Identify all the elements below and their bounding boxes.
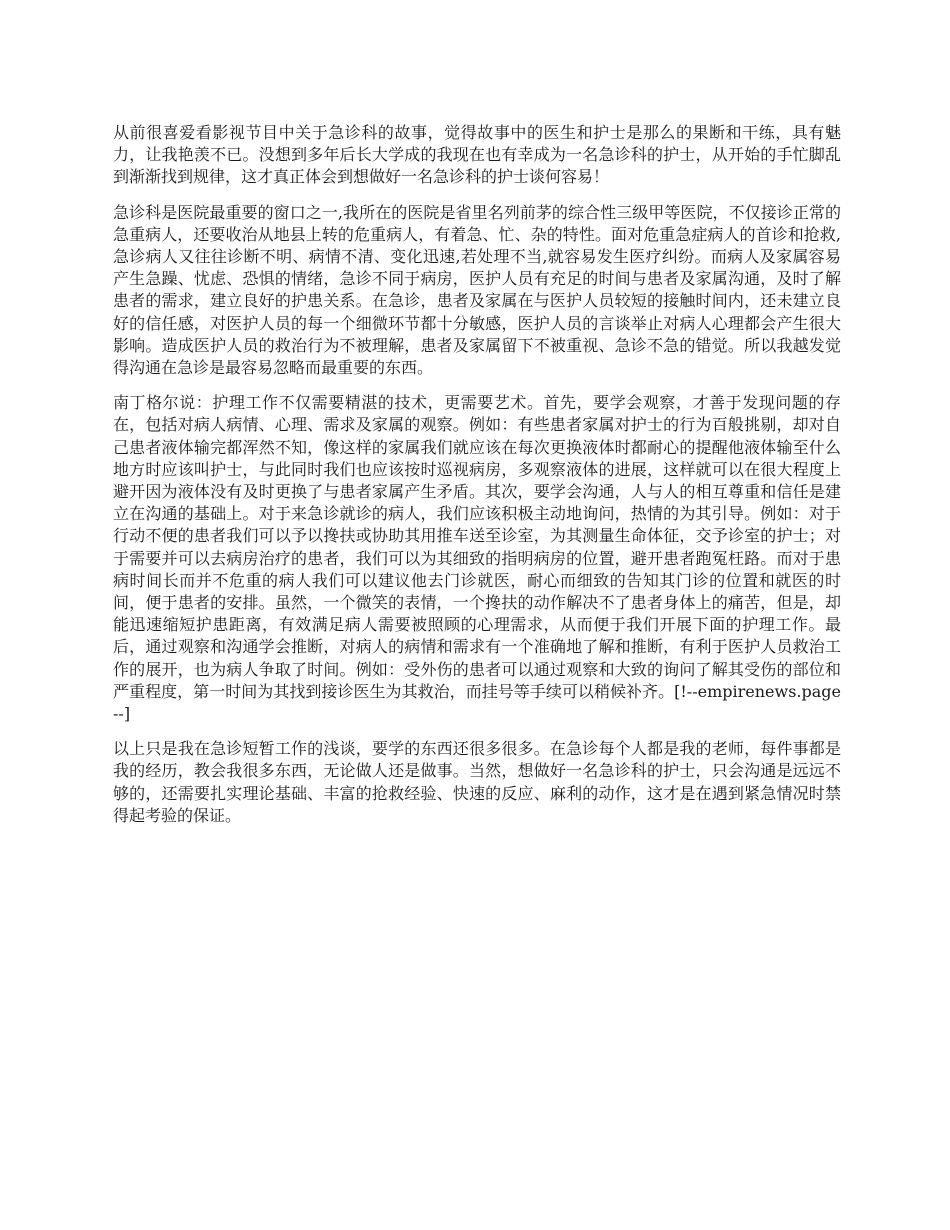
paragraph-nightingale: 南丁格尔说：护理工作不仅需要精湛的技术，更需要艺术。首先，要学会观察，才善于发现问题的存在，包括对病人病情、心理、需求及家属的观察。例如：有些患者家属对护士的行为百般挑剔，却对自己患者液体输完都浑然不知，像这样的家属我们就应该在每次更换液体时都耐心的提醒他液体输至什么地方时应该叫护士，与此同时我们也应该按时巡视病房，多观察液体的进展，这样就可以在很大程度上避开因为液体没有及时更换了与患者家属产生矛盾。其次，要学会沟通，人与人的相互尊重和信任是建立在沟通的基础上。对于来急诊就诊的病人，我们应该积极主动地询问，热情的为其引导。例如：对于行动不便的患者我们可以予以搀扶或协助其用推车送至诊室，为其测量生命体征，交予诊室的护士；对于需要并可以去病房治疗的患者，我们可以为其细致的指明病房的位置，避开患者跑冤枉路。而对于患病时间长而并不危重的病人我们可以建议他去门诊就医，耐心而细致的告知其门诊的位置和就医的时间，便于患者的安排。虽然，一个微笑的表情，一个搀扶的动作解决不了患者身体上的痛苦，但是，却能迅速缩短护患距离，有效满足病人需要被照顾的心理需求，从而便于我们开展下面的护理工作。最后，通过观察和沟通学会推断，对病人的病情和需求有一个准确地了解和推断，有利于医护人员救治工作的展开，也为病人争取了时间。例如：受外伤的患者可以通过观察和大致的询问了解其受伤的部位和严重程度，第一时间为其找到接诊医生为其救治，而挂号等手续可以稍候补齐。[!--empirenews.page--]: [113, 393, 841, 724]
paragraph-emergency-department: 急诊科是医院最重要的窗口之一,我所在的医院是省里名列前茅的综合性三级甲等医院，不仅接诊正常的急重病人，还要收治从地县上转的危重病人，有着急、忙、杂的特性。面对危重急症病人的首诊和抢救,急诊病人又往往诊断不明、病情不清、变化迅速,若处理不当,就容易发生医疗纠纷。而病人及家属容易产生急躁、忧虑、恐惧的情绪，急诊不同于病房，医护人员有充足的时间与患者及家属沟通，及时了解患者的需求，建立良好的护患关系。在急诊，患者及家属在与医护人员较短的接触时间内，还未建立良好的信任感，对医护人员的每一个细微环节都十分敏感，医护人员的言谈举止对病人心理都会产生很大影响。造成医护人员的救治行为不被理解，患者及家属留下不被重视、急诊不急的错觉。所以我越发觉得沟通在急诊是最容易忽略而最重要的东西。: [113, 202, 841, 378]
paragraph-conclusion: 以上只是我在急诊短暂工作的浅谈，要学的东西还很多很多。在急诊每个人都是我的老师，每件事都是我的经历，教会我很多东西，无论做人还是做事。当然，想做好一名急诊科的护士，只会沟通是远远不够的，还需要扎实理论基础、丰富的抢救经验、快速的反应、麻利的动作，这才是在遇到紧急情况时禁得起考验的保证。: [113, 739, 841, 825]
paragraph-intro: 从前很喜爱看影视节目中关于急诊科的故事，觉得故事中的医生和护士是那么的果断和干练，具有魅力，让我艳羡不已。没想到多年后长大学成的我现在也有幸成为一名急诊科的护士，从开始的手忙脚乱到渐渐找到规律，这才真正体会到想做好一名急诊科的护士谈何容易！: [113, 123, 841, 187]
document-body: [113, 122, 841, 840]
